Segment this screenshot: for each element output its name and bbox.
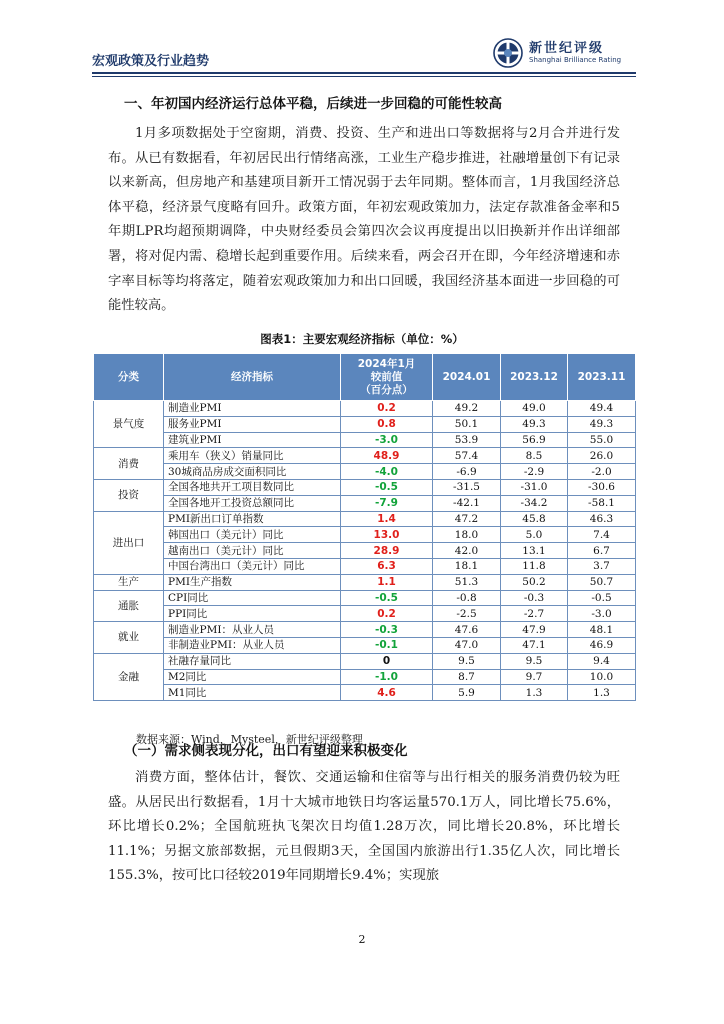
table-row [94,464,636,480]
indicator-cell: 全国各地共开工项目数同比 [164,479,341,495]
change-cell: -0.1 [341,637,433,653]
table-row [94,401,636,417]
value-2024-01-cell: -31.5 [433,479,501,495]
value-2023-11-cell: 46.9 [568,637,636,653]
change-cell: -1.0 [341,669,433,685]
change-cell: -0.3 [341,622,433,638]
header-indicator: 经济指标 [164,354,341,401]
value-2024-01-cell: -2.5 [433,606,501,622]
value-2023-11-cell: 48.1 [568,622,636,638]
value-2023-11-cell: 46.3 [568,511,636,527]
indicator-cell: M1同比 [164,685,341,701]
indicator-cell: 建筑业PMI [164,432,341,448]
indicator-cell: 制造业PMI [164,401,341,417]
value-2024-01-cell: 57.4 [433,448,501,464]
change-cell: 1.1 [341,574,433,590]
indicator-cell: CPI同比 [164,590,341,606]
category-cell: 消费 [94,448,164,480]
value-2023-12-cell: 13.1 [501,543,568,559]
header-category: 分类 [94,354,164,401]
value-2023-12-cell: 9.7 [501,669,568,685]
table-row [94,479,636,495]
indicator-cell: 韩国出口（美元计）同比 [164,527,341,543]
value-2024-01-cell: 49.2 [433,401,501,417]
value-2023-12-cell: 45.8 [501,511,568,527]
table-row [94,416,636,432]
category-cell: 就业 [94,622,164,654]
value-2023-12-cell: 11.8 [501,558,568,574]
table-row [94,543,636,559]
value-2023-11-cell: 6.7 [568,543,636,559]
value-2023-11-cell: -2.0 [568,464,636,480]
value-2023-12-cell: -2.9 [501,464,568,480]
header-title: 宏观政策及行业趋势 [92,54,210,69]
value-2023-11-cell: -30.6 [568,479,636,495]
header-change [341,354,433,401]
change-cell: -0.5 [341,479,433,495]
change-cell: 1.4 [341,511,433,527]
subsection-heading: （一）需求侧表现分化，出口有望迎来积极变化 [124,743,408,759]
value-2023-11-cell: 26.0 [568,448,636,464]
table-header-row [94,354,636,401]
indicator-cell: 越南出口（美元计）同比 [164,543,341,559]
value-2024-01-cell: 18.0 [433,527,501,543]
value-2024-01-cell: 9.5 [433,653,501,669]
value-2024-01-cell: 18.1 [433,558,501,574]
value-2023-11-cell: 10.0 [568,669,636,685]
table-row [94,669,636,685]
table-row [94,653,636,669]
value-2024-01-cell: 50.1 [433,416,501,432]
change-cell: 0.8 [341,416,433,432]
table-row [94,622,636,638]
value-2023-11-cell: -58.1 [568,495,636,511]
logo-chinese-text: 新世纪评级 [529,41,605,56]
table-row [94,511,636,527]
value-2023-12-cell: 50.2 [501,574,568,590]
indicator-cell: 非制造业PMI：从业人员 [164,637,341,653]
value-2023-12-cell: 8.5 [501,448,568,464]
value-2023-12-cell: -31.0 [501,479,568,495]
table-row [94,606,636,622]
table-row [94,558,636,574]
value-2023-11-cell: 3.7 [568,558,636,574]
indicator-cell: 30城商品房成交面积同比 [164,464,341,480]
value-2024-01-cell: 5.9 [433,685,501,701]
change-cell: -7.9 [341,495,433,511]
header-change-line3: （百分点） [360,383,413,396]
change-cell: 0.2 [341,401,433,417]
value-2023-11-cell: 1.3 [568,685,636,701]
brilliance-logo-icon [493,38,523,68]
value-2023-12-cell: 49.3 [501,416,568,432]
category-cell: 景气度 [94,401,164,448]
category-cell: 进出口 [94,511,164,574]
value-2023-12-cell: 9.5 [501,653,568,669]
section-paragraph: 1月多项数据处于空窗期，消费、投资、生产和进出口等数据将与2月合并进行发布。从已有数据看，年初居民出行情绪高涨，工业生产稳步推进，社融增量创下有记录以来新高，但房地产和基建项目新开工情况弱于去年同期。整体而言，1月我国经济总体平稳，经济景气度略有回升。政策方面，年初宏观政策加力，法定存款准备金率和5年期LPR均超预期调降，中央财经委员会第四次会议再度提出以旧换新并作出详细部署，将对促内需、稳增长起到重要作用。后续来看，两会召开在即，今年经济增速和赤字率目标等均将落定，随着宏观政策加力和出口回暖，我国经济基本面进一步回稳的可能性较高。 [108,126,620,314]
table-row [94,574,636,590]
indicator-cell: PMI生产指数 [164,574,341,590]
table-caption: 图表1：主要宏观经济指标（单位：%） [260,332,464,346]
value-2024-01-cell: 8.7 [433,669,501,685]
value-2023-11-cell: -3.0 [568,606,636,622]
change-cell: 4.6 [341,685,433,701]
value-2024-01-cell: -42.1 [433,495,501,511]
value-2023-12-cell: 47.9 [501,622,568,638]
table-source: 数据来源：Wind，Mysteel，新世纪评级整理 [136,733,363,746]
table-row [94,495,636,511]
header-rule [92,72,636,74]
value-2023-11-cell: 49.4 [568,401,636,417]
table-row [94,448,636,464]
value-2023-11-cell: 49.3 [568,416,636,432]
value-2024-01-cell: -6.9 [433,464,501,480]
value-2024-01-cell: 47.6 [433,622,501,638]
value-2023-11-cell: 55.0 [568,432,636,448]
value-2023-11-cell: 7.4 [568,527,636,543]
value-2023-12-cell: -34.2 [501,495,568,511]
value-2023-11-cell: -0.5 [568,590,636,606]
indicator-cell: 服务业PMI [164,416,341,432]
value-2024-01-cell: 53.9 [433,432,501,448]
header-change-line1: 2024年1月 [357,357,416,370]
table-row [94,637,636,653]
indicator-cell: 社融存量同比 [164,653,341,669]
change-cell: 0 [341,653,433,669]
value-2023-11-cell: 50.7 [568,574,636,590]
header-rule-thin [92,76,636,77]
value-2023-12-cell: 49.0 [501,401,568,417]
value-2024-01-cell: 47.2 [433,511,501,527]
category-cell: 投资 [94,479,164,511]
value-2023-12-cell: 56.9 [501,432,568,448]
value-2023-12-cell: 47.1 [501,637,568,653]
change-cell: 13.0 [341,527,433,543]
value-2023-12-cell: 1.3 [501,685,568,701]
value-2023-11-cell: 9.4 [568,653,636,669]
table-row [94,590,636,606]
indicator-cell: 中国台湾出口（美元计）同比 [164,558,341,574]
change-cell: -0.5 [341,590,433,606]
value-2024-01-cell: 47.0 [433,637,501,653]
section-heading: 一、年初国内经济运行总体平稳，后续进一步回稳的可能性较高 [124,96,502,112]
page-number: 2 [358,933,366,946]
change-cell: -3.0 [341,432,433,448]
table-row [94,685,636,701]
indicator-cell: 制造业PMI：从业人员 [164,622,341,638]
change-cell: -4.0 [341,464,433,480]
change-cell: 28.9 [341,543,433,559]
indicator-cell: PMI新出口订单指数 [164,511,341,527]
table-row [94,527,636,543]
indicator-cell: 全国各地开工投资总额同比 [164,495,341,511]
category-cell: 通胀 [94,590,164,622]
table-body [94,401,636,701]
subsection-paragraph: 消费方面，整体估计，餐饮、交通运输和住宿等与出行相关的服务消费仍较为旺盛。从居民出行数据看，1月十大城市地铁日均客运量570.1万人，同比增长75.6%，环比增长0.2%；全国航班执飞架次日均值1.28万次，同比增长20.8%，环比增长11.1%；另据文旅部数据，元旦假期3天，全国国内旅游出行1.35亿人次，同比增长155.3%，按可比口径较2019年同期增长9.4%；实现旅 [108,770,620,884]
value-2024-01-cell: -0.8 [433,590,501,606]
value-2024-01-cell: 42.0 [433,543,501,559]
header-2023-11: 2023.11 [568,354,636,401]
company-logo [493,36,633,74]
change-cell: 48.9 [341,448,433,464]
category-cell: 生产 [94,574,164,590]
category-cell: 金融 [94,653,164,700]
value-2023-12-cell: 5.0 [501,527,568,543]
header-change-line2: 较前值 [370,370,403,383]
value-2023-12-cell: -2.7 [501,606,568,622]
change-cell: 0.2 [341,606,433,622]
indicator-cell: 乘用车（狭义）销量同比 [164,448,341,464]
value-2024-01-cell: 51.3 [433,574,501,590]
table-row [94,432,636,448]
change-cell: 6.3 [341,558,433,574]
indicator-cell: M2同比 [164,669,341,685]
logo-english-text: Shanghai Brilliance Rating [529,56,622,64]
header-2023-12: 2023.12 [501,354,568,401]
macro-indicators-table [93,353,636,701]
value-2023-12-cell: -0.3 [501,590,568,606]
indicator-cell: PPI同比 [164,606,341,622]
header-2024-01: 2024.01 [433,354,501,401]
